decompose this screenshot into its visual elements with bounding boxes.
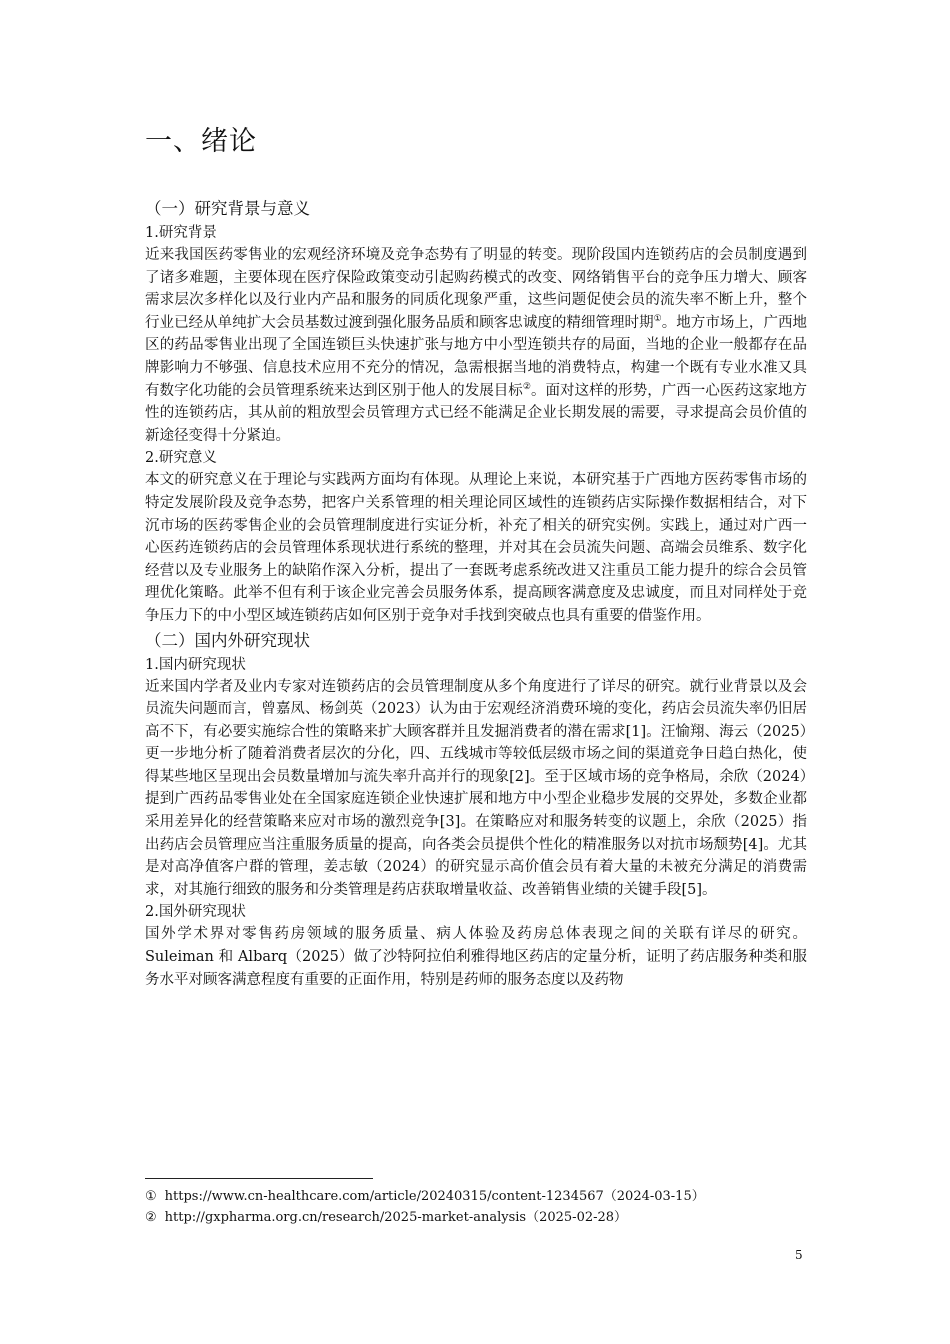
footnotes <box>145 1186 807 1228</box>
page-number: 5 <box>795 1248 803 1262</box>
section-title-background: （一）研究背景与意义 <box>145 199 310 218</box>
chapter-title: 一、绪论 <box>145 126 257 157</box>
subsection-title-background: 1.研究背景 <box>145 225 217 241</box>
footnote-1: ① https://www.cn-healthcare.com/article/20240315/content-1234567（2024-03-15） <box>145 1189 705 1204</box>
subsection-title-foreign: 2.国外研究现状 <box>145 904 246 921</box>
footnote-1-link[interactable]: https://www.cn-healthcare.com/article/20240315/content-1234567（2024-03-15） <box>164 1189 705 1204</box>
subsection-title-domestic: 1.国内研究现状 <box>145 656 246 673</box>
footnote-divider <box>145 1178 373 1179</box>
paragraph-background: 近来我国医药零售业的宏观经济环境及竞争态势有了明显的转变。现阶段国内连锁药店的会员制度遇到了诸多难题，主要体现在医疗保险政策变动引起购药模式的改变、网络销售平台的竞争压力增大、顾客需求层次多样化以及行业内产品和服务的同质化现象严重，这些问题促使会员的流失率不断上升，整个行业已经从单纯扩大会员基数过渡到强化服务品质和顾客忠诚度的精细管理时期①。地方市场上，广西地区的药品零售业出现了全国连锁巨头快速扩张与地方中小型连锁共存的局面，当地的企业一般都存在品牌影响力不够强、信息技术应用不充分的情况，急需根据当地的消费特点，构建一个既有专业水准又具有数字化功能的会员管理系统来达到区别于他人的发展目标②。面对这样的形势，广西一心医药这家地方性的连锁药店，其从前的粗放型会员管理方式已经不能满足企业长期发展的需要，寻求提高会员价值的新途径变得十分紧迫。 <box>145 247 808 444</box>
footnote-ref-2[interactable]: ② <box>522 381 531 392</box>
footnote-2-link[interactable]: http://gxpharma.org.cn/research/2025-market-analysis（2025-02-28） <box>164 1210 628 1225</box>
subsection-title-significance: 2.研究意义 <box>145 450 217 467</box>
page-content <box>145 118 807 991</box>
paragraph-foreign: 国外学术界对零售药房领域的服务质量、病人体验及药房总体表现之间的关联有详尽的研究。Suleiman 和 Albarq（2025）做了沙特阿拉伯利雅得地区药店的定量分析，证明了药店服务种类和服务水平对顾客满意程度有重要的正面作用，特别是药师的服务态度以及药物 <box>145 926 807 988</box>
section-title-research-status: （二）国内外研究现状 <box>145 630 310 650</box>
footnote-2: ② http://gxpharma.org.cn/research/2025-market-analysis（2025-02-28） <box>145 1210 628 1225</box>
paragraph-significance: 本文的研究意义在于理论与实践两方面均有体现。从理论上来说，本研究基于广西地方医药零售市场的特定发展阶段及竞争态势，把客户关系管理的相关理论同区域性的连锁药店实际操作数据相结合，对下沉市场的医药零售企业的会员管理制度进行实证分析，补充了相关的研究实例。实践上，通过对广西一心医药连锁药店的会员管理体系现状进行系统的整理，并对其在会员流失问题、高端会员维系、数字化经营以及专业服务上的缺陷作深入分析，提出了一套既考虑系统改进又注重员工能力提升的综合会员管理优化策略。此举不但有利于该企业完善会员服务体系，提高顾客满意度及忠诚度，而且对同样处于竞争压力下的中小型区域连锁药店如何区别于竞争对手找到突破点也具有重要的借鉴作用。 <box>145 472 807 624</box>
footnote-ref-1[interactable]: ① <box>653 313 662 324</box>
paragraph-domestic: 近来国内学者及业内专家对连锁药店的会员管理制度从多个角度进行了详尽的研究。就行业背景以及会员流失问题而言，曾嘉凤、杨剑英（2023）认为由于宏观经济消费环境的变化，药店会员流失率仍旧居高不下，有必要实施综合性的策略来扩大顾客群并且发掘消费者的潜在需求[1]。汪愉翔、海云（2025）更一步地分析了随着消费者层次的分化，四、五线城市等较低层级市场之间的渠道竞争日趋白热化，使得某些地区呈现出会员数量增加与流失率升高并行的现象[2]。至于区域市场的竞争格局，余欣（2024）提到广西药品零售业处在全国家庭连锁企业快速扩展和地方中小型企业稳步发展的交界处，多数企业都采用差异化的经营策略来应对市场的激烈竞争[3]。在策略应对和服务转变的议题上，余欣（2025）指出药店会员管理应当注重服务质量的提高，向各类会员提供个性化的精准服务以对抗市场颓势[4]。尤其是对高净值客户群的管理，姜志敏（2024）的研究显示高价值会员有着大量的未被充分满足的消费需求，对其施行细致的服务和分类管理是药店获取增量收益、改善销售业绩的关键手段[5]。 <box>145 678 807 898</box>
